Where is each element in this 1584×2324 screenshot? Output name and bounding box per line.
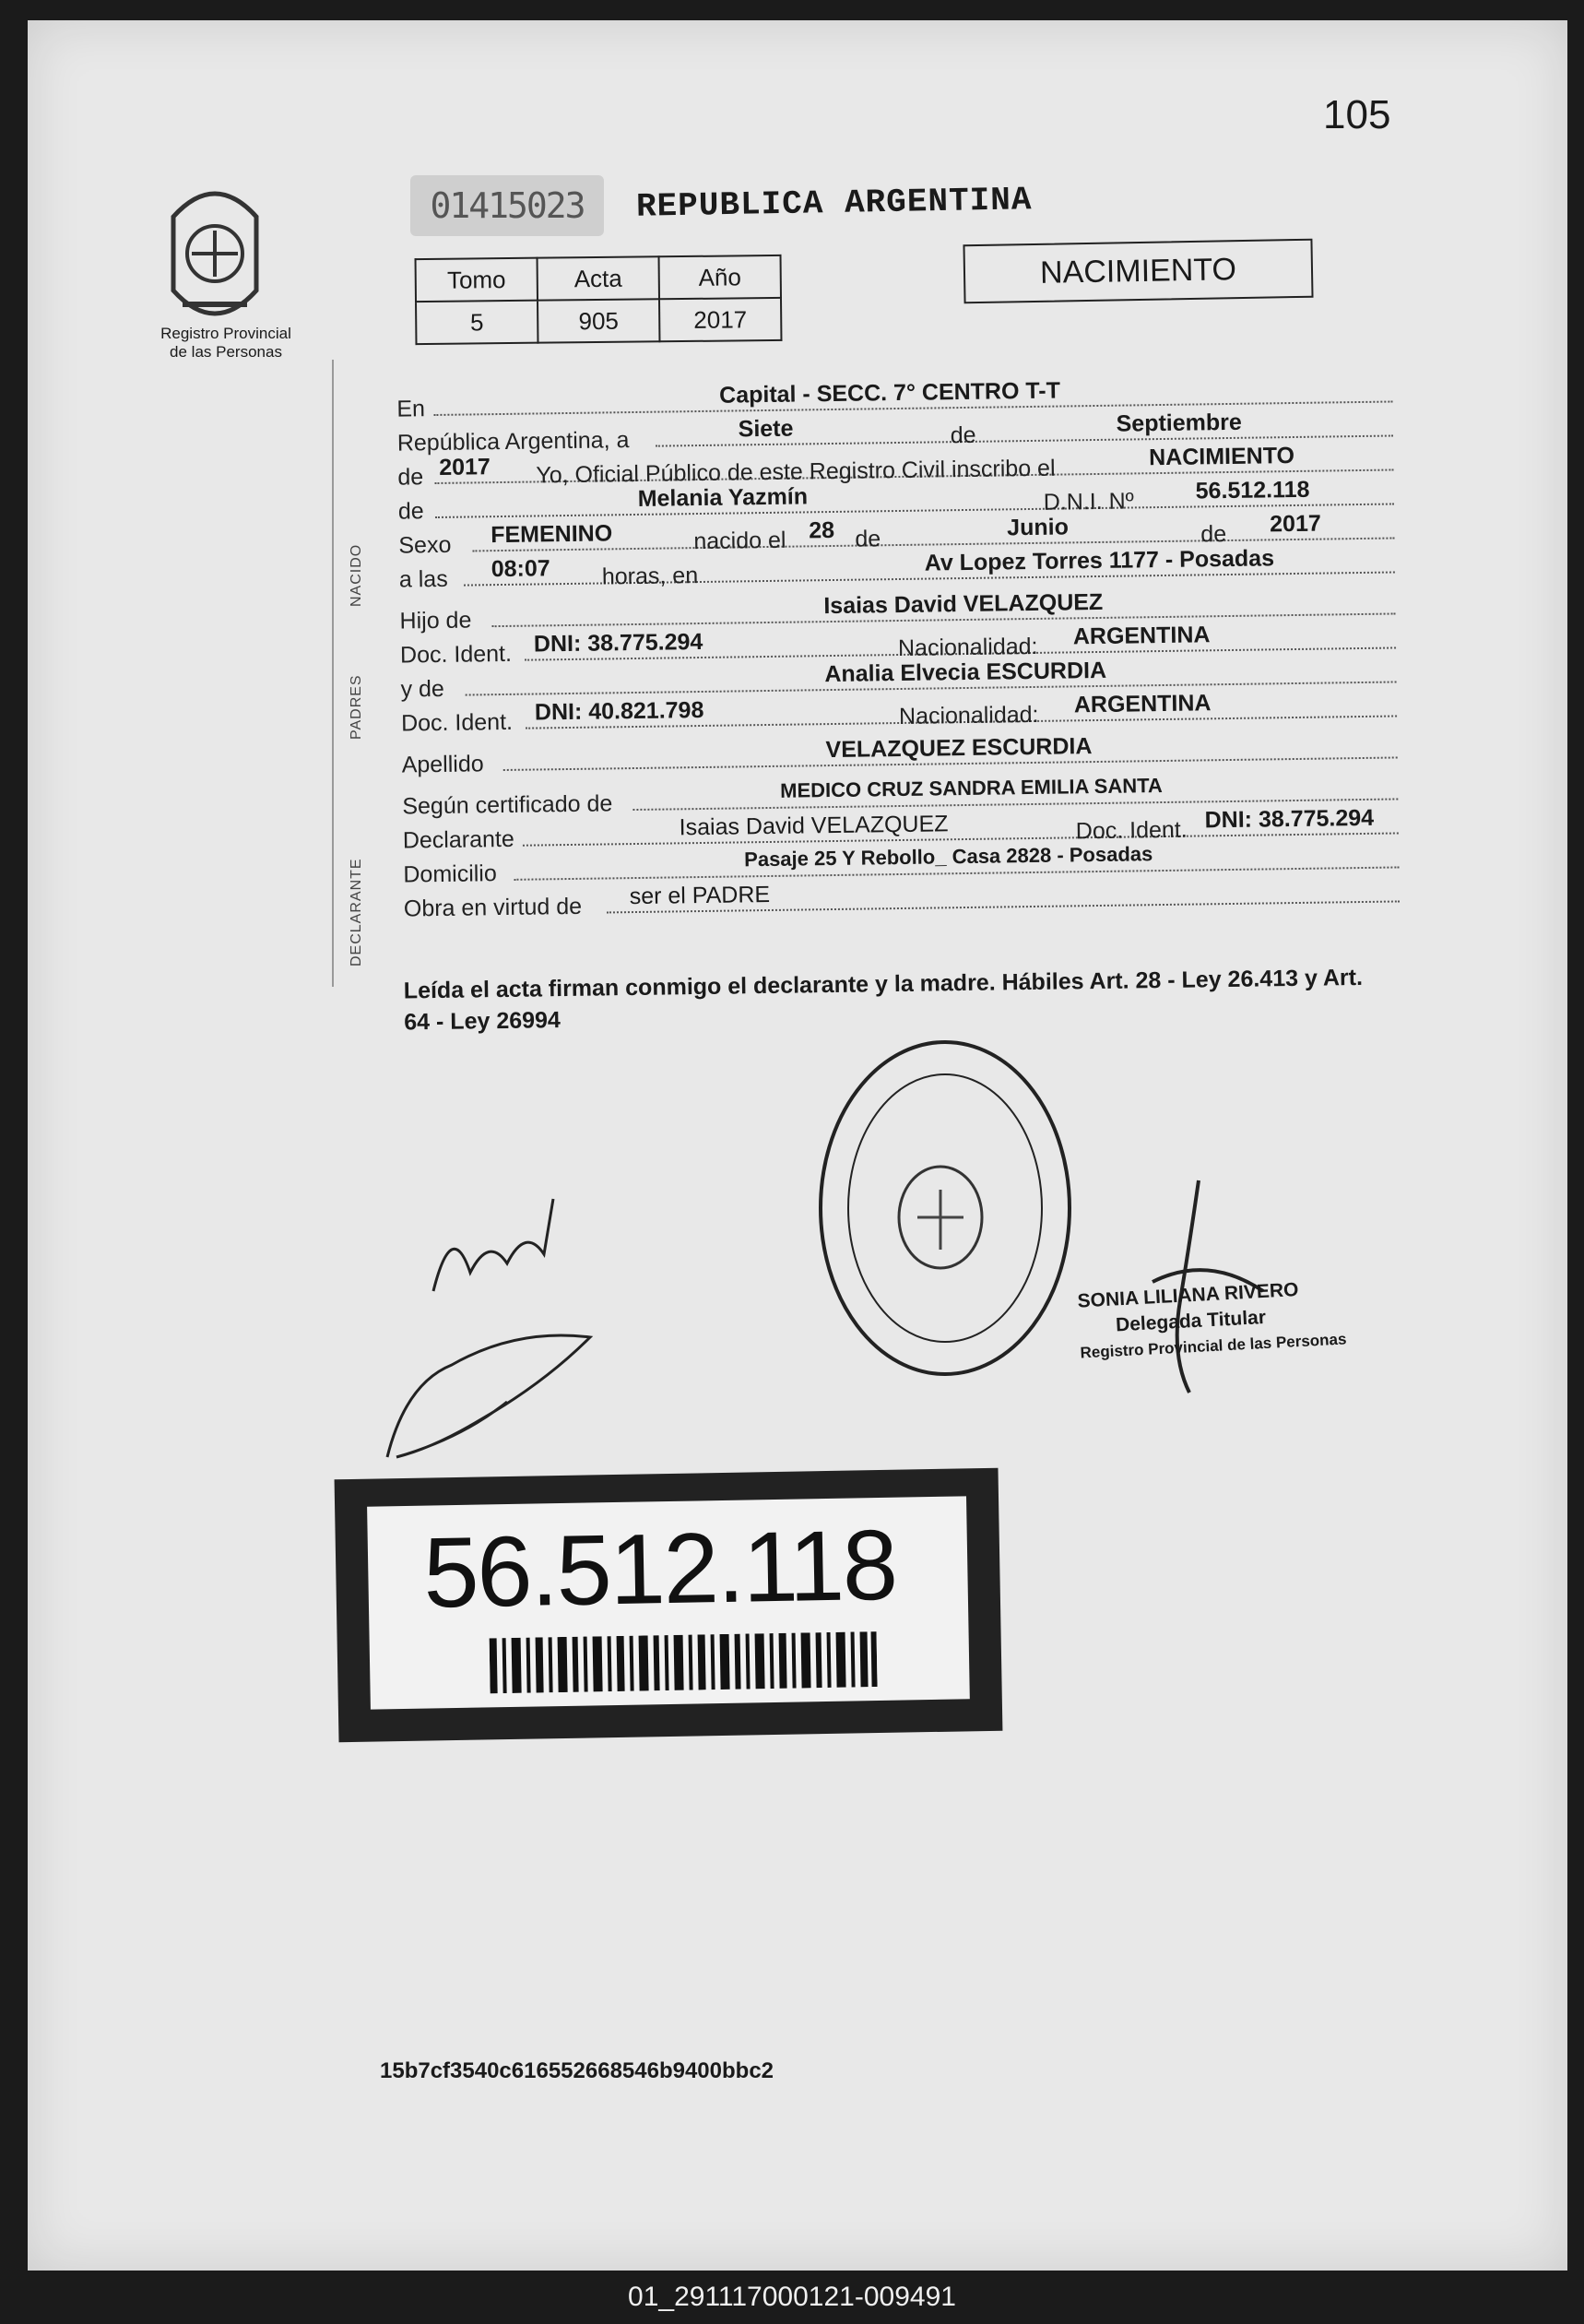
value-time: 08:07 xyxy=(491,555,550,583)
value-birth-month: Junio xyxy=(1006,514,1070,541)
label-decl-doc: Doc. Ident. xyxy=(1075,816,1188,845)
acta-table-value-row xyxy=(416,298,781,344)
acta-header-acta: Acta xyxy=(538,256,659,300)
registry-caption-line2: de las Personas xyxy=(170,343,282,361)
value-address: Pasaje 25 Y Rebollo_ Casa 2828 - Posadas xyxy=(744,842,1153,872)
label-doc2: Doc. Ident. xyxy=(400,708,514,737)
row-apellido xyxy=(373,729,1415,777)
label-en: En xyxy=(396,396,426,422)
barcode-number: 56.512.118 xyxy=(422,1508,897,1629)
value-declarant: Isaias David VELAZQUEZ xyxy=(679,811,949,841)
value-birth-year: 2017 xyxy=(1269,510,1321,538)
record-type-box: NACIMIENTO xyxy=(963,239,1313,304)
side-rule xyxy=(332,360,334,987)
signatures-icon xyxy=(378,1180,636,1485)
official-title: Delegada Titular xyxy=(1115,1306,1267,1336)
barcode-icon xyxy=(490,1631,878,1693)
label-nacido: nacido el xyxy=(693,527,786,555)
value-year: 2017 xyxy=(439,454,491,480)
barcode-sticker xyxy=(335,1468,1003,1743)
label-certificado: Según certificado de xyxy=(402,790,613,820)
value-place: Capital - SECC. 7° CENTRO T-T xyxy=(718,377,1061,409)
label-nacionalidad: Nacionalidad: xyxy=(897,633,1038,662)
official-name: SONIA LILIANA RIVERO xyxy=(1077,1279,1299,1312)
acta-value-acta: 905 xyxy=(538,299,659,342)
page-number: 105 xyxy=(1323,92,1391,137)
label-de2: de xyxy=(397,464,424,491)
label-de3: de xyxy=(397,498,424,525)
value-dni: 56.512.118 xyxy=(1195,476,1310,504)
label-republica: República Argentina, a xyxy=(396,427,630,456)
value-inscribo: NACIMIENTO xyxy=(1148,442,1295,471)
closing-note: Leída el acta firman conmigo el declarante y la madre. Hábiles Art. 28 - Ley 26.413 y Art. 64 - Ley 26994 xyxy=(403,964,1364,1036)
side-label-declarante: DECLARANTE xyxy=(349,858,364,966)
value-father: Isaias David VELAZQUEZ xyxy=(823,588,1104,620)
side-label-padres: PADRES xyxy=(349,674,364,740)
acta-table xyxy=(415,255,783,345)
label-dni: D.N.I. Nº xyxy=(1043,488,1135,516)
label-obra: Obra en virtud de xyxy=(403,893,583,922)
label-de4: de xyxy=(855,526,881,552)
label-domicilio: Domicilio xyxy=(403,860,497,888)
value-mother-nationality: ARGENTINA xyxy=(1073,690,1212,718)
label-nacionalidad2: Nacionalidad: xyxy=(898,701,1039,730)
value-name: Melania Yazmín xyxy=(637,483,809,512)
value-father-nationality: ARGENTINA xyxy=(1072,622,1211,650)
label-sexo: Sexo xyxy=(398,531,452,559)
acta-header-tomo: Tomo xyxy=(416,258,538,302)
acta-header-anio: Año xyxy=(659,255,781,299)
certificate-form xyxy=(369,373,1418,921)
side-label-nacido: NACIDO xyxy=(349,543,364,607)
value-month: Septiembre xyxy=(1116,409,1242,437)
acta-value-tomo: 5 xyxy=(416,301,538,344)
value-day-text: Siete xyxy=(738,415,794,443)
value-declarant-doc: DNI: 38.775.294 xyxy=(1204,804,1375,834)
label-yo: Yo, Oficial Público de este Registro Civil inscribo el xyxy=(536,455,1056,489)
value-birthplace: Av Lopez Torres 1177 - Posadas xyxy=(924,545,1275,576)
value-father-doc: DNI: 38.775.294 xyxy=(533,628,703,658)
label-alas: a las xyxy=(398,565,448,593)
acta-value-anio: 2017 xyxy=(659,298,781,341)
label-horas: horas, en xyxy=(601,563,699,590)
value-mother: Analia Elvecia ESCURDIA xyxy=(824,657,1107,688)
registry-caption-line1: Registro Provincial xyxy=(160,325,291,342)
footer-id: 01_291117000121-009491 xyxy=(0,2271,1584,2324)
label-de5: de xyxy=(1200,521,1227,548)
label-doc: Doc. Ident. xyxy=(399,640,513,669)
registry-caption xyxy=(129,325,323,362)
official-seal-icon xyxy=(811,1033,1079,1383)
label-hijo: Hijo de xyxy=(399,607,472,634)
barcode-label xyxy=(367,1496,970,1709)
document-title: REPUBLICA ARGENTINA xyxy=(635,181,1033,226)
value-certificate: MEDICO CRUZ SANDRA EMILIA SANTA xyxy=(779,774,1164,802)
value-birth-day: 28 xyxy=(809,516,835,544)
registry-crest-icon xyxy=(155,180,275,337)
official-signature-block xyxy=(1077,1275,1347,1366)
label-yde: y de xyxy=(400,675,445,703)
value-mother-doc: DNI: 40.821.798 xyxy=(534,696,704,726)
value-surname: VELAZQUEZ ESCURDIA xyxy=(825,733,1093,764)
label-de: de xyxy=(950,421,976,449)
official-org: Registro Provincial de las Personas xyxy=(1080,1330,1347,1362)
value-basis: ser el PADRE xyxy=(629,881,771,910)
label-declarante: Declarante xyxy=(402,825,514,854)
acta-table-header-row xyxy=(416,255,781,302)
value-sex: FEMENINO xyxy=(491,520,613,549)
label-apellido: Apellido xyxy=(401,751,484,778)
document-hash: 15b7cf3540c616552668546b9400bbc2 xyxy=(380,2058,774,2083)
serial-number: 01415023 xyxy=(410,175,604,236)
